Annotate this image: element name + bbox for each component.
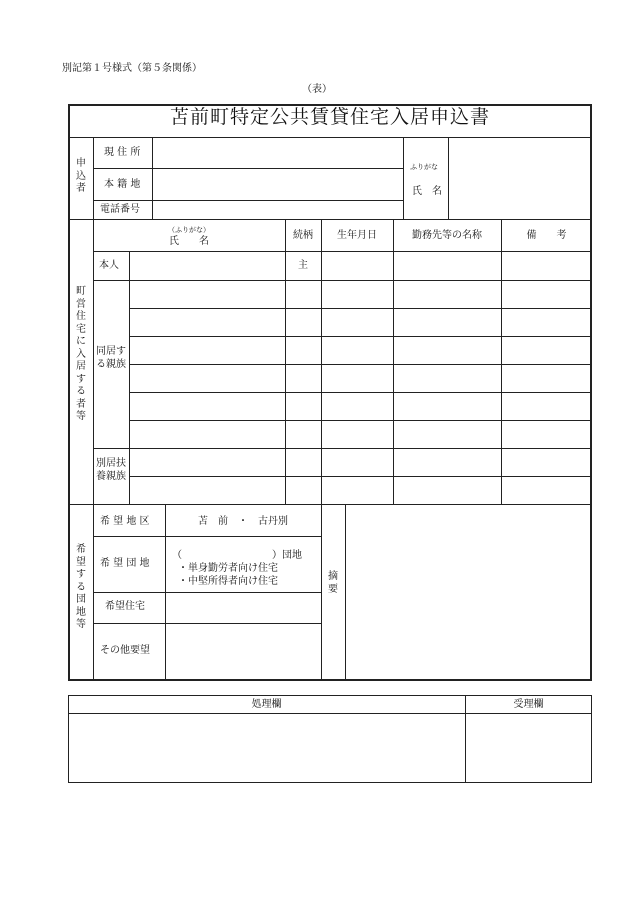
desired-area-label: 希 望 地 区: [100, 516, 150, 527]
processing-header: 処理欄: [251, 699, 282, 710]
desired-complex-label: 希 望 団 地: [100, 558, 150, 569]
applicant-name-field[interactable]: [449, 138, 591, 218]
desired-housing-field[interactable]: [166, 593, 320, 622]
domicile-label: 本 籍 地: [104, 179, 141, 190]
other-requests-field[interactable]: [166, 624, 320, 679]
relation-header: 続柄: [293, 230, 313, 241]
phone-field[interactable]: [153, 201, 402, 219]
resident-name-header: 氏 名: [169, 236, 209, 247]
residents-section-label: 町営住宅に入居する者等: [76, 286, 86, 422]
reception-header: 受理欄: [513, 699, 544, 710]
summary-label: 摘要: [328, 571, 338, 595]
address-field[interactable]: [153, 138, 402, 168]
applicant-section-label: 申込者: [76, 158, 86, 194]
workplace-header: 勤務先等の名称: [412, 230, 482, 241]
form-title: 苫前町特定公共賃貸住宅入居申込書: [169, 106, 490, 128]
address-label: 現 住 所: [104, 147, 141, 158]
applicant-furigana-label: ふりがな: [410, 163, 438, 171]
complex-name-field[interactable]: （ ）団地: [172, 550, 302, 561]
self-label: 本人: [99, 260, 119, 271]
phone-label: 電話番号: [100, 204, 140, 215]
birthdate-header: 生年月日: [337, 230, 377, 241]
applicant-name-label: 氏 名: [412, 186, 442, 197]
cohabiting-relatives-label: 同居する親族: [96, 346, 126, 370]
desired-housing-label: 希望住宅: [105, 601, 145, 612]
separate-dependents-label: 別居扶養親族: [96, 458, 126, 482]
form-reference: 別記第１号様式（第５条関係）: [62, 63, 202, 74]
notes-header: 備 考: [526, 230, 567, 241]
other-requests-label: その他要望: [100, 645, 150, 656]
desired-area-options[interactable]: 苫 前 ・ 古丹別: [198, 516, 288, 527]
preference-section-label: 希望する団地等: [76, 544, 86, 630]
domicile-field[interactable]: [153, 169, 402, 200]
summary-field[interactable]: [346, 505, 590, 679]
side-label: （表）: [302, 84, 332, 95]
resident-furigana-header: （ふりがな）: [168, 226, 210, 234]
single-worker-option[interactable]: ・単身勤労者向け住宅: [178, 563, 278, 574]
self-relation: 主: [298, 260, 308, 271]
middle-income-option[interactable]: ・中堅所得者向け住宅: [178, 576, 278, 587]
